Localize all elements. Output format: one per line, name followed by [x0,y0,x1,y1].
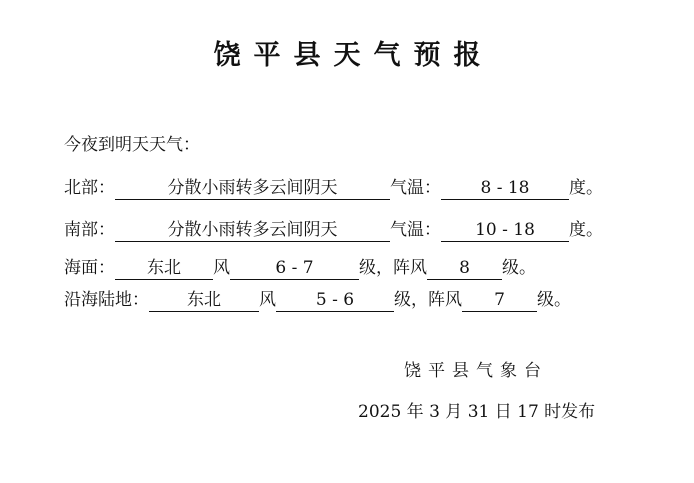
south-weather: 分散小雨转多云间阴天 [115,220,390,242]
issuing-agency: 饶平县气象台 [404,361,548,381]
sea-gust-level: 8 [427,258,502,280]
coast-forecast-row [64,288,571,312]
forecast-intro: 今夜到明天天气： [64,135,200,155]
sea-wind-direction: 东北 [115,258,213,280]
coast-gust-level: 7 [462,290,537,312]
sea-label: 海面： [64,258,115,278]
coast-label: 沿海陆地： [64,290,149,310]
south-label: 南部： [64,220,115,240]
sea-level-label: 级，阵风 [359,258,427,278]
north-temp-value: 8 - 18 [441,178,569,200]
sea-forecast-row [64,256,536,280]
north-forecast-row [64,176,603,200]
south-forecast-row [64,218,603,242]
sea-wind-label: 风 [213,258,230,278]
coast-wind-level: 5 - 6 [276,290,394,312]
sea-wind-level: 6 - 7 [230,258,359,280]
coast-wind-label: 风 [259,290,276,310]
forecast-title: 饶平县天气预报 [213,40,494,71]
north-temp-label: 气温： [390,178,441,198]
south-temp-value: 10 - 18 [441,220,569,242]
south-temp-unit: 度。 [569,220,603,240]
coast-wind-direction: 东北 [149,290,259,312]
sea-gust-unit: 级。 [502,258,536,278]
north-weather: 分散小雨转多云间阴天 [115,178,390,200]
south-temp-label: 气温： [390,220,441,240]
north-label: 北部： [64,178,115,198]
coast-gust-unit: 级。 [537,290,571,310]
issue-time: 2025 年 3 月 31 日 17 时发布 [358,402,596,422]
north-temp-unit: 度。 [569,178,603,198]
coast-level-label: 级，阵风 [394,290,462,310]
